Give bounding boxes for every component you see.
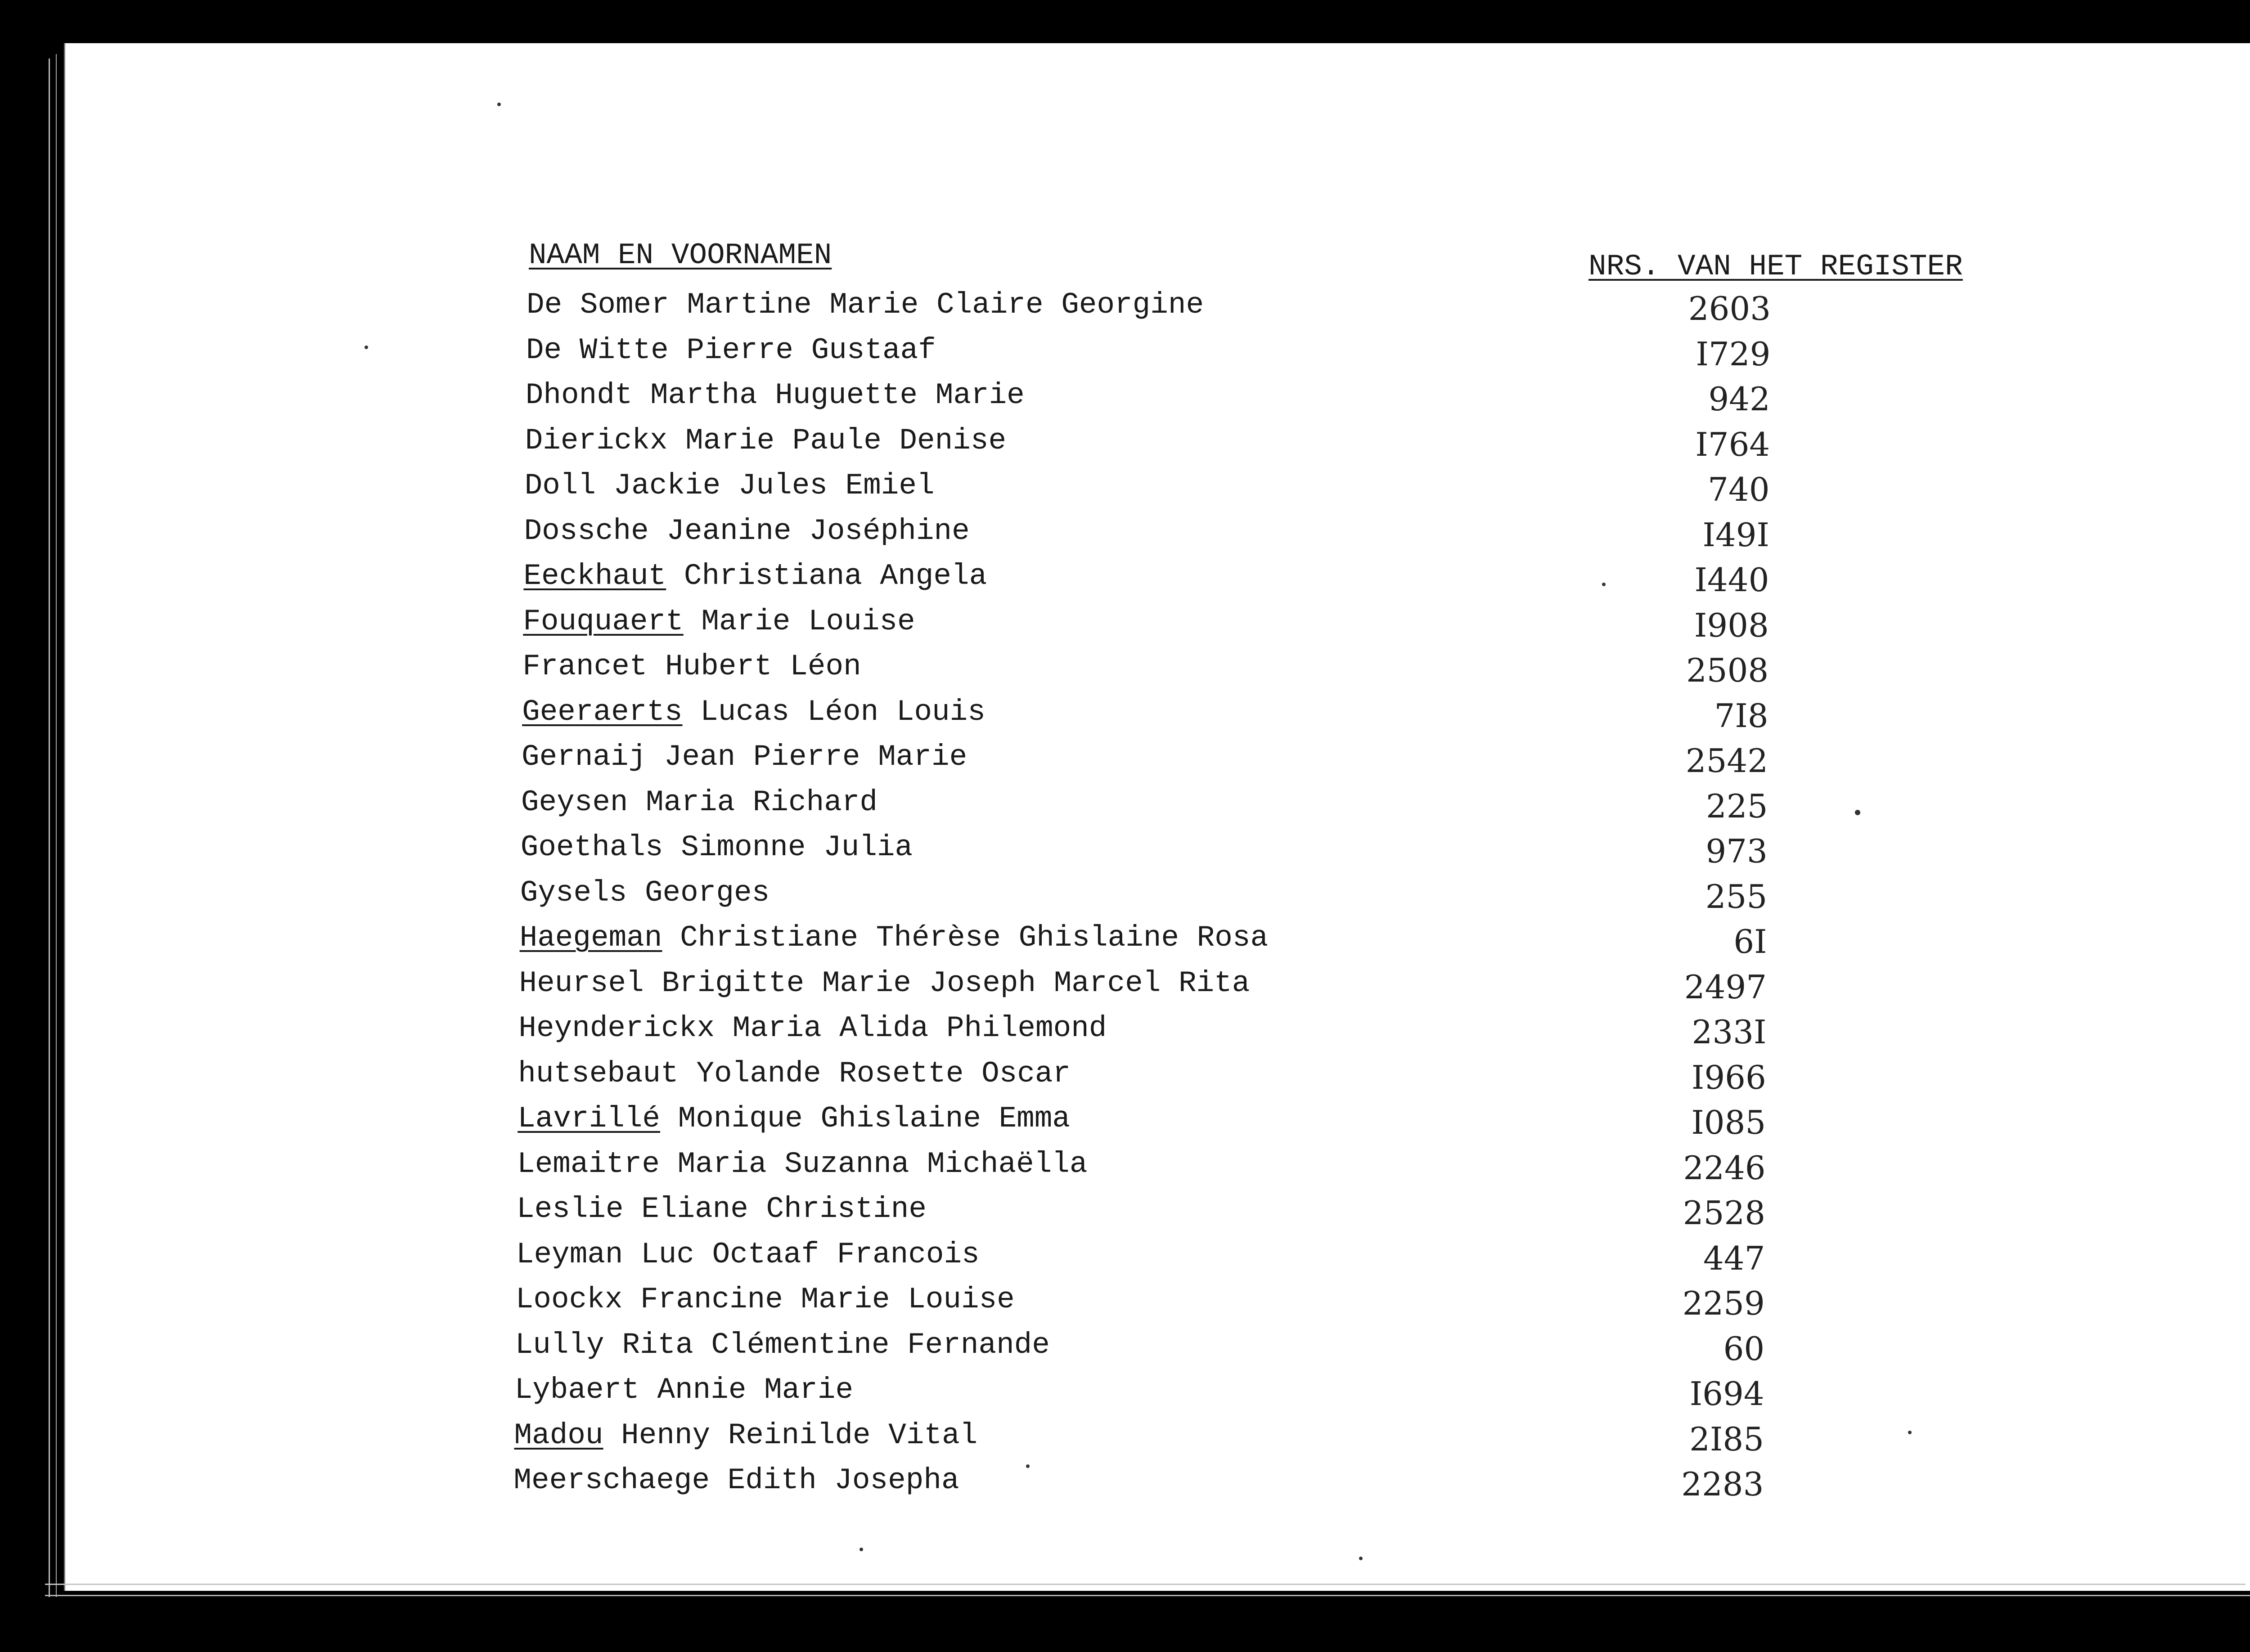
entry-surname: Goethals	[520, 830, 663, 864]
scan-speck	[1855, 810, 1860, 815]
entry-surname: Gysels	[520, 875, 627, 910]
entry-surname: Leslie	[517, 1192, 624, 1226]
register-number: 2246	[1683, 1149, 1766, 1187]
entry-surname: Lemaitre	[517, 1147, 660, 1181]
register-entry-name	[518, 1057, 1071, 1091]
table-row	[0, 1011, 2250, 1056]
table-row	[0, 514, 2250, 559]
register-number: 2497	[1684, 968, 1767, 1006]
register-number: 2508	[1686, 651, 1769, 689]
entry-given-names: Eliane Christine	[641, 1192, 927, 1226]
scan-speck	[1359, 1557, 1363, 1560]
register-number: 2542	[1685, 742, 1768, 780]
register-number: I764	[1695, 425, 1770, 463]
entry-given-names: Georges	[644, 875, 770, 910]
column-header-name: NAAM EN VOORNAMEN	[529, 238, 832, 272]
register-number: 225	[1706, 787, 1768, 825]
scan-speck	[1908, 1431, 1912, 1434]
entry-surname: Meerschaege	[513, 1463, 710, 1497]
register-entry-name	[514, 1419, 978, 1452]
table-row	[0, 1147, 2250, 1192]
entry-given-names: Lucas Léon Louis	[700, 695, 986, 729]
register-number: I729	[1696, 335, 1771, 373]
register-entry-name	[515, 1373, 854, 1407]
table-row	[0, 650, 2250, 695]
table-row	[0, 1057, 2250, 1102]
entry-given-names: Christiana Angela	[684, 559, 987, 593]
register-number: 2259	[1682, 1284, 1765, 1322]
table-row	[0, 1373, 2250, 1418]
scan-speck	[1026, 1464, 1030, 1468]
entry-surname: Madou	[514, 1418, 603, 1452]
register-entry-name	[523, 559, 987, 593]
register-number: I49I	[1702, 516, 1769, 554]
entry-surname: Heursel	[519, 966, 644, 1000]
register-number: 2603	[1688, 290, 1771, 328]
register-entry-name	[526, 288, 1204, 322]
entry-given-names: Annie Marie	[657, 1373, 854, 1407]
register-entry-name	[518, 1102, 1070, 1136]
register-entry-name	[524, 514, 970, 548]
table-row	[0, 1419, 2250, 1463]
table-row	[0, 740, 2250, 785]
table-row	[0, 333, 2250, 378]
entry-given-names: Christiane Thérèse Ghislaine Rosa	[680, 921, 1269, 955]
register-entry-name	[516, 1238, 980, 1271]
table-row	[0, 1102, 2250, 1147]
entry-surname: Gernaij	[522, 740, 647, 774]
table-row	[0, 966, 2250, 1011]
table-row	[0, 876, 2250, 921]
scan-speck	[860, 1548, 863, 1551]
register-number: 740	[1708, 471, 1770, 508]
entry-given-names: Edith Josepha	[727, 1463, 959, 1497]
entry-surname: De Somer	[526, 288, 669, 322]
register-number: 60	[1723, 1329, 1765, 1368]
table-row	[0, 1238, 2250, 1283]
entry-given-names: Rita Clémentine Fernande	[622, 1328, 1050, 1362]
register-entry-name	[522, 740, 967, 774]
table-row	[0, 695, 2250, 740]
table-row	[0, 469, 2250, 514]
entry-surname: Dhondt	[525, 378, 633, 412]
table-row	[0, 830, 2250, 875]
entry-surname: Dierickx	[525, 423, 668, 458]
entry-surname: Heynderickx	[518, 1011, 715, 1045]
register-number: 233I	[1692, 1013, 1767, 1051]
entry-given-names: Martine Marie Claire Georgine	[687, 288, 1204, 322]
entry-given-names: Jackie Jules Emiel	[613, 469, 935, 503]
table-row	[0, 424, 2250, 469]
register-entry-name	[521, 830, 913, 864]
register-number: I966	[1691, 1058, 1766, 1096]
scan-speck	[497, 103, 501, 106]
entry-given-names: Luc Octaaf Francois	[641, 1237, 980, 1271]
entry-given-names: Jean Pierre Marie	[664, 740, 968, 774]
register-entry-name	[519, 966, 1250, 1000]
entry-surname: Leyman	[516, 1237, 623, 1271]
register-entry-name	[520, 876, 770, 910]
entry-surname: Geeraerts	[522, 695, 683, 729]
entry-given-names: Brigitte Marie Joseph Marcel Rita	[662, 966, 1250, 1000]
register-number: I908	[1694, 606, 1769, 644]
table-row	[0, 605, 2250, 650]
table-row	[0, 1283, 2250, 1328]
table-row	[0, 921, 2250, 966]
register-entry-name	[526, 378, 1025, 412]
table-row	[0, 786, 2250, 830]
entry-given-names: Yolande Rosette Oscar	[696, 1056, 1071, 1091]
entry-surname: Loockx	[515, 1283, 623, 1316]
register-entry-name	[522, 695, 986, 729]
register-entry-name	[513, 1463, 959, 1497]
register-number: 2I85	[1689, 1420, 1764, 1458]
register-number: 255	[1705, 877, 1768, 916]
register-entry-name	[515, 1328, 1050, 1362]
register-entry-name	[517, 1192, 927, 1226]
entry-surname: Lavrillé	[518, 1102, 661, 1136]
register-number: 973	[1706, 832, 1768, 870]
entry-given-names: Maria Richard	[646, 785, 878, 819]
entry-given-names: Maria Alida Philemond	[732, 1011, 1107, 1045]
register-entry-name	[523, 605, 915, 638]
column-header-register-number: NRS. VAN HET REGISTER	[1588, 250, 1963, 283]
table-row	[0, 288, 2250, 333]
register-entry-name	[525, 469, 935, 503]
entry-surname: Doll	[524, 469, 596, 503]
entry-surname: hutsebaut	[518, 1056, 679, 1091]
table-row	[0, 1192, 2250, 1237]
entry-given-names: Monique Ghislaine Emma	[678, 1102, 1070, 1136]
register-entry-name	[516, 1283, 1015, 1316]
register-entry-name	[525, 424, 1006, 458]
table-row	[0, 1463, 2250, 1508]
entry-surname: Dossche	[524, 514, 649, 548]
register-number: I085	[1691, 1104, 1766, 1141]
scan-speck	[364, 346, 368, 349]
table-row	[0, 1328, 2250, 1373]
entry-surname: Lully	[515, 1328, 604, 1362]
entry-surname: Geysen	[521, 785, 628, 819]
entry-given-names: Marie Paule Denise	[685, 423, 1007, 458]
entry-given-names: Henny Reinilde Vital	[621, 1418, 978, 1452]
entry-surname: Lybaert	[514, 1373, 639, 1407]
register-number: 6I	[1733, 923, 1767, 961]
entry-given-names: Martha Huguette Marie	[650, 378, 1025, 412]
entry-surname: Francet	[522, 650, 648, 683]
register-entry-name	[518, 1011, 1107, 1045]
scan-speck	[1602, 583, 1606, 586]
entry-given-names: Jeanine Joséphine	[666, 514, 970, 548]
table-row	[0, 378, 2250, 423]
register-number: 447	[1703, 1239, 1765, 1277]
entry-given-names: Hubert Léon	[665, 650, 861, 683]
register-number: I440	[1694, 561, 1769, 599]
register-number: I694	[1689, 1375, 1764, 1413]
entry-surname: Fouquaert	[523, 604, 684, 638]
register-number: 942	[1708, 380, 1770, 418]
table-row	[0, 559, 2250, 604]
entry-given-names: Maria Suzanna Michaëlla	[677, 1147, 1088, 1181]
entry-surname: Eeckhaut	[523, 559, 666, 593]
register-entry-name	[517, 1147, 1087, 1181]
entry-surname: Haegeman	[519, 921, 662, 955]
register-entry-name	[522, 650, 861, 683]
entry-surname: De Witte	[526, 333, 669, 367]
entry-given-names: Pierre Gustaaf	[686, 333, 936, 367]
entry-given-names: Simonne Julia	[681, 830, 913, 864]
register-entry-name	[526, 333, 936, 367]
register-entry-name	[520, 921, 1268, 955]
register-number: 7I8	[1714, 696, 1768, 735]
register-number: 2528	[1683, 1194, 1765, 1232]
entry-given-names: Marie Louise	[701, 604, 915, 638]
register-entry-name	[521, 786, 878, 819]
entry-given-names: Francine Marie Louise	[640, 1283, 1015, 1316]
register-number: 2283	[1681, 1465, 1764, 1503]
